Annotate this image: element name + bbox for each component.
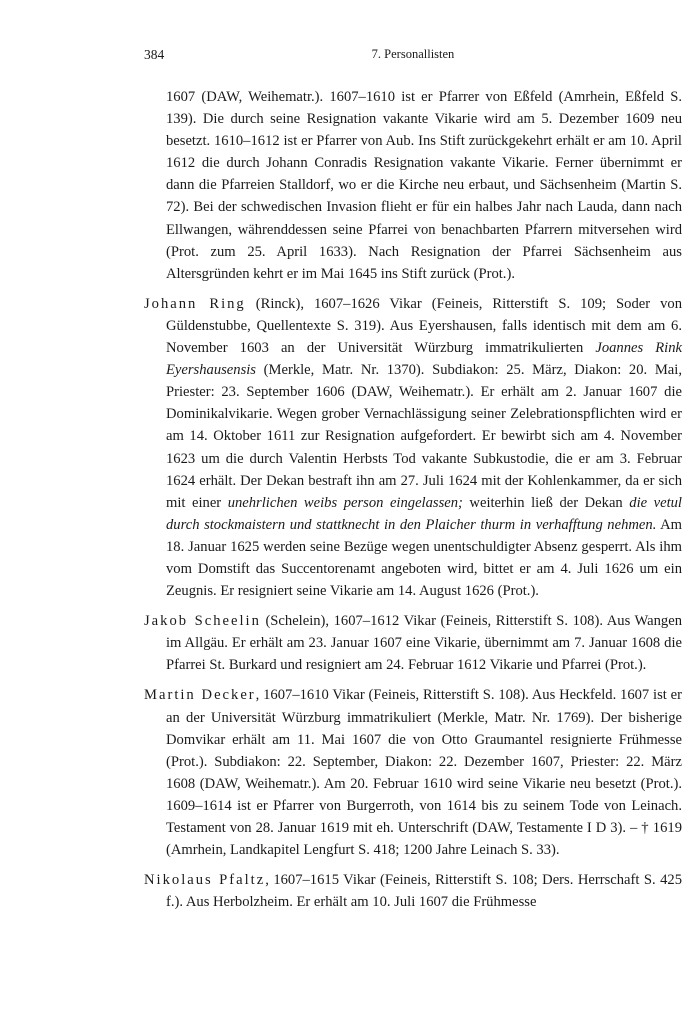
entry-text: Am 18. Januar 1625 werden seine Bezüge wegen unentschuldigter Absenz gesperrt. Als ihm vom Domstift das Succentorenamt angeboten wird, bittet er am 4. Juli 1626 um ein Zeugnis. Er resigniert seine Vikarie am 14. August 1626 (Prot.). (166, 516, 683, 600)
entry-name: Martin Decker (144, 687, 256, 704)
entry-text: (Rinck), 1607–1626 Vikar (Feineis, Ritterstift S. 109; Soder von Güldenstubbe, Quellentexte S. 319). Aus Eyershausen, falls identisch mit dem am 6. November 1603 an der Universität Würzburg immatrikulierten (166, 295, 683, 357)
page-header (144, 47, 682, 67)
entry-quote: Joannes Rink Eyershausensis (166, 340, 682, 379)
entry-name: Jakob Scheelin (144, 613, 261, 630)
entry-text: , 1607–1610 Vikar (Feineis, Ritterstift S. 108). Aus Heckfeld. 1607 ist er an der Universität Würzburg immatrikuliert (Merkle, Matr. Nr. 1769). Der bisherige Domvikar erhält am 11. Mai 1607 die von Otto Graumantel resignierte Frühmesse (Prot.). Subdiakon: 22. September, Diakon: 22. Dezember 1607, Priester: 22. März 1608 (DAW, Weihematr.). Am 20. Februar 1610 wird seine Vikarie neu besetzt (Prot.). 1609–1614 ist er Pfarrer von Burgerroth, von 1614 bis zu seinem Tode von Leinach. Testament von 28. Januar 1619 mit eh. Unterschrift (DAW, Testamente I D 3). – † 1619 (Amrhein, Landkapitel Lengfurt S. 418; 1200 Jahre Leinach S. 33). (166, 687, 682, 859)
entry-text: (Schelein), 1607–1612 Vikar (Feineis, Ritterstift S. 108). Aus Wangen im Allgäu. Er erhält am 23. Januar 1607 eine Vikarie, übernimmt am 7. Januar 1608 die Pfarrei St. Burkard und resigniert am 24. Februar 1612 Vikarie und Pfarrei (Prot.). (166, 613, 682, 674)
continuation-paragraph: 1607 (DAW, Weihematr.). 1607–1610 ist er Pfarrer von Eßfeld (Amrhein, Eßfeld S. 139). Die durch seine Resignation vakante Vikarie wird am 5. Dezember 1609 neu besetzt. 1610–1612 ist er Pfarrer von Aub. Ins Stift zurückgekehrt erhält er am 10. April 1612 die durch Johann Conradis Resignation vakante Vikarie. Ferner übernimmt er dann die Pfarreien Stalldorf, wo er die Kirche neu erbaut, und Sächsenheim (Martin S. 72). Bei der schwedischen Invasion flieht er für ein halbes Jahr nach Lauda, dann nach Ellwangen, währenddessen seine Pfarrei von benachbarten Pfarrern mitversehen wird (Prot. zum 25. April 1633). Nach Resignation der Pfarrei Sächsenheim aus Altersgründen kehrt er im Mai 1645 ins Stift zurück (Prot.). (166, 89, 682, 282)
entry-text: (Merkle, Matr. Nr. 1370). Subdiakon: 25. März, Diakon: 20. Mai, Priester: 23. September 1606 (DAW, Weihematr.). Er erhält am 2. Januar 1607 die Dominikalvikarie. Wegen grober Vernachlässigung seiner Zelebrationspflichten wird er am 14. Oktober 1611 zur Resignation aufgefordert. Er bewirbt sich am 4. November 1623 um die durch Valentin Herbsts Tod vakante Subkustodie, die er am 3. Februar 1624 erhält. Der Dekan bestraft ihn am 27. Juli 1624 mit der Kohlenkammer, da er sich mit einer (166, 362, 682, 511)
entry-text: weiterhin ließ der Dekan (462, 494, 630, 511)
entry-jakob-scheelin (144, 610, 682, 676)
page-body (144, 86, 682, 921)
entry-nikolaus-pfaltz (144, 869, 682, 913)
entry-johann-ring (144, 293, 682, 602)
page-number: 384 (144, 47, 165, 62)
entry-name: Nikolaus Pfaltz (144, 872, 266, 889)
entry-text: , 1607–1615 Vikar (Feineis, Ritterstift S. 108; Ders. Herrschaft S. 425 f.). Aus Herbolzheim. Er erhält am 10. Juli 1607 die Frühmesse (166, 872, 682, 911)
entry-quote: die vetul durch stockmaistern und stattknecht in den Plaicher thurm in verhafftung nehmen. (166, 494, 682, 533)
entry-quote: unehrlichen weibs person eingelassen; (227, 494, 463, 511)
running-head: 7. Personallisten (371, 47, 455, 61)
entry-name: Johann Ring (144, 295, 246, 312)
entry-martin-decker (144, 684, 682, 861)
